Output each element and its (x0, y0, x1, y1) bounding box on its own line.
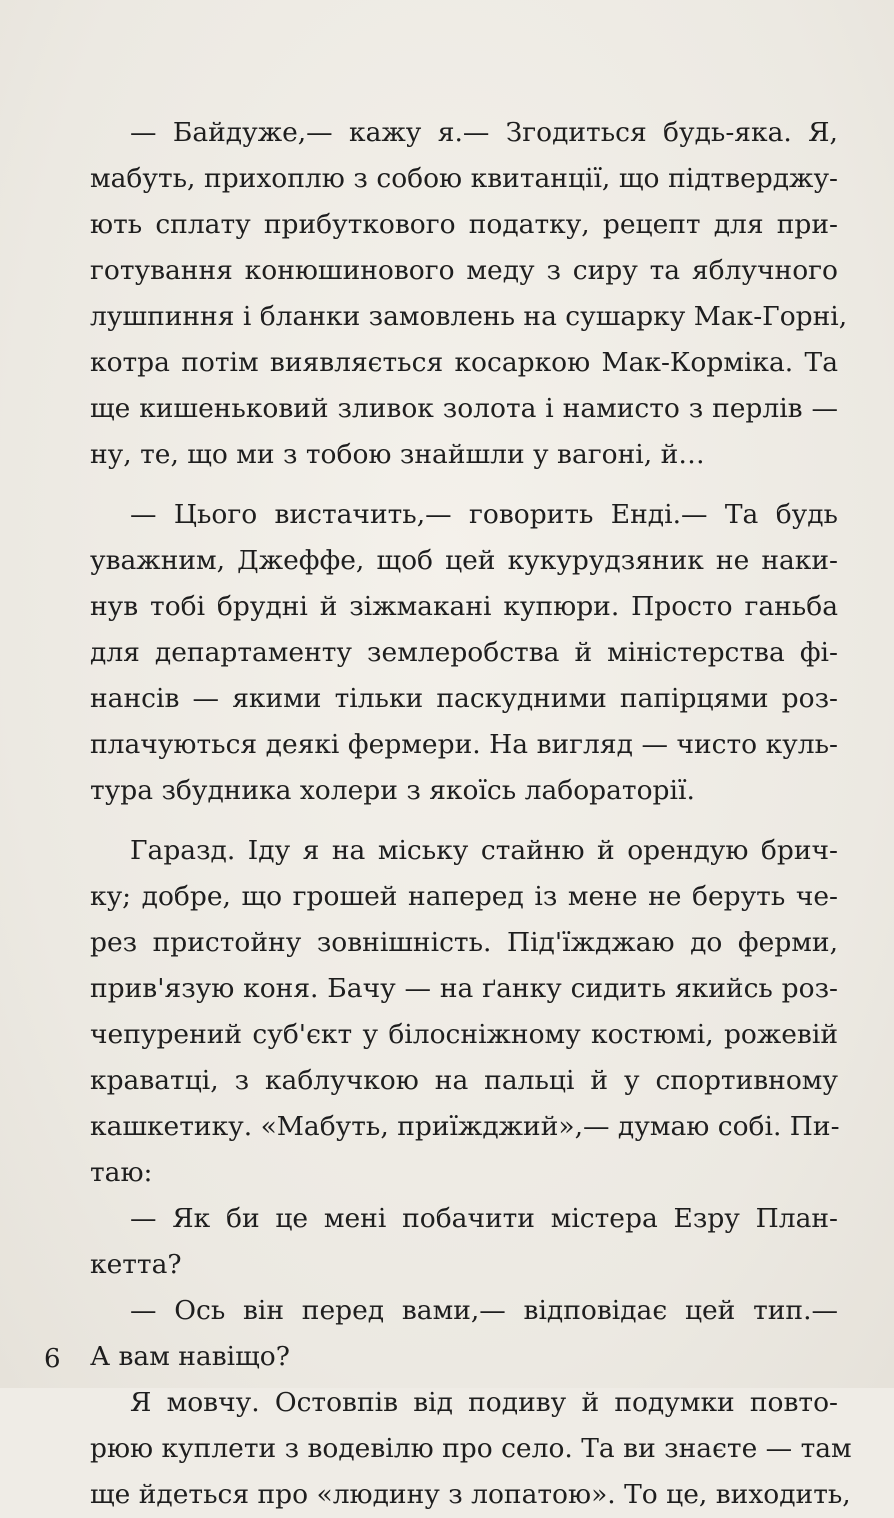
text-line: рез пристойну зовнішність. Під'їжджаю до ферми, (90, 927, 838, 958)
text-line: кашкетику. «Мабуть, приїжджий»,— думаю собі. Пи- (90, 1111, 840, 1142)
text-line: тура збудника холери з якоїсь лабораторії. (90, 775, 695, 806)
text-line: котра потім виявляється косаркою Мак-Корміка. Та (90, 347, 838, 378)
text-line: уважним, Джеффе, щоб цей кукурудзяник не наки- (90, 545, 838, 576)
text-line: краватці, з каблучкою на пальці й у спортивному (90, 1065, 838, 1096)
text-line: чепурений суб'єкт у білосніжному костюмі, рожевій (90, 1019, 838, 1050)
text-line: нув тобі брудні й зіжмакані купюри. Просто ганьба (90, 591, 838, 622)
text-line: ну, те, що ми з тобою знайшли у вагоні, й… (90, 439, 705, 470)
text-line: плачуються деякі фермери. На вигляд — чисто куль- (90, 729, 838, 760)
page-text (90, 110, 852, 1518)
page-number: 6 (44, 1344, 61, 1374)
text-line: — Ось він перед вами,— відповідає цей тип.— (130, 1295, 838, 1326)
text-line: для департаменту землеробства й міністерства фі- (90, 637, 838, 668)
text-line: мабуть, прихоплю з собою квитанції, що підтверджу- (90, 163, 838, 194)
text-line: рюю куплети з водевілю про село. Та ви знаєте — там (90, 1433, 852, 1464)
text-line: лушпиння і бланки замовлень на сушарку Мак-Горні, (90, 301, 848, 332)
text-line: Гаразд. Іду я на міську стайню й орендую брич- (130, 835, 838, 866)
text-line: Я мовчу. Остовпів від подиву й подумки повто- (130, 1387, 838, 1418)
text-line: прив'язую коня. Бачу — на ґанку сидить якийсь роз- (90, 973, 838, 1004)
text-line: готування конюшинового меду з сиру та яблучного (90, 255, 838, 286)
text-line: ще йдеться про «людину з лопатою». То це, виходить, (90, 1479, 851, 1510)
text-line: А вам навіщо? (90, 1341, 290, 1372)
text-line: ще кишеньковий зливок золота і намисто з перлів — (90, 393, 838, 424)
text-line: — Цього вистачить,— говорить Енді.— Та будь (130, 499, 838, 530)
text-line: — Як би це мені побачити містера Езру План- (130, 1203, 838, 1234)
text-line: ку; добре, що грошей наперед із мене не беруть че- (90, 881, 838, 912)
text-line: кетта? (90, 1249, 182, 1280)
text-line: — Байдуже,— кажу я.— Згодиться будь-яка. Я, (130, 117, 838, 148)
text-line: таю: (90, 1157, 153, 1188)
text-line: ють сплату прибуткового податку, рецепт для при- (90, 209, 838, 240)
text-line: нансів — якими тільки паскудними папірцями роз- (90, 683, 838, 714)
